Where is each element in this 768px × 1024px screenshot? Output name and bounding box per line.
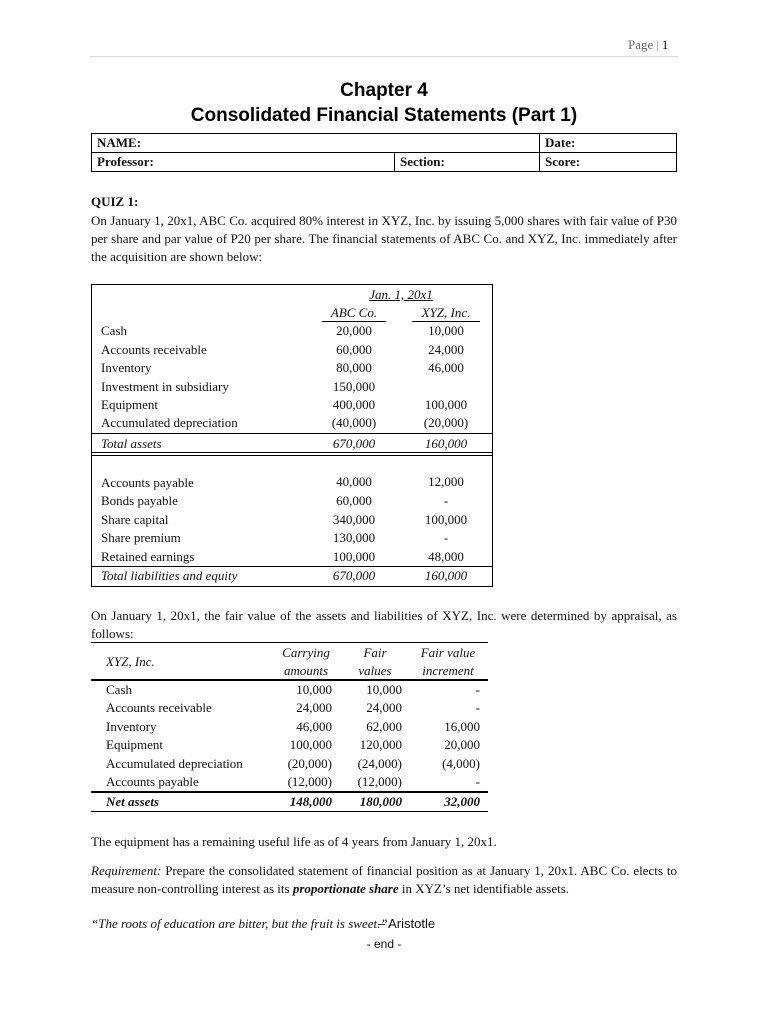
bs-abc-value: (40,000) [331,415,377,430]
bs-row-label: Accounts payable [101,475,194,490]
requirement [91,862,677,898]
bs-rule [92,455,492,456]
section-field[interactable]: Section: [395,153,540,172]
fv-increment: - [475,682,480,697]
bs-xyz-value: 46,000 [428,360,464,375]
bs-rule [92,566,492,567]
bs-abc-value: 400,000 [332,397,376,412]
fv-row-label: Accounts payable [106,774,199,789]
fv-header-increment: increment [422,663,474,678]
fv-fair: 10,000 [366,682,402,697]
fv-rule [91,811,488,812]
equipment-note: The equipment has a remaining useful life as of 4 years from January 1, 20x1. [91,834,497,849]
student-info-table [91,133,677,172]
bs-xyz-value: 100,000 [424,512,468,527]
bs-date-header: Jan. 1, 20x1 [369,287,433,302]
fv-rule [91,791,488,793]
bs-row-label: Bonds payable [101,493,178,508]
bs-row-label: Cash [101,323,127,338]
bs-row-label: Share capital [101,512,169,527]
bs-abc-value: 60,000 [336,342,372,357]
fv-header-increment: Fair value [420,645,476,660]
bs-xyz-value: 24,000 [428,342,464,357]
bs-rule [92,433,492,434]
requirement-label: Requirement: [91,863,162,878]
requirement-emphasis: proportionate share [292,881,399,896]
bs-abc-value: 40,000 [336,474,372,489]
fv-total-label: Net assets [106,794,160,809]
bs-row-label: Accumulated depreciation [101,415,238,430]
fv-row-label: Inventory [106,719,157,734]
bs-rule [92,452,492,453]
quote-author: – Aristotle [378,916,436,931]
bs-col-xyz: XYZ, Inc. [421,305,471,320]
bs-row-label: Share premium [101,530,181,545]
fv-fair: (24,000) [357,756,402,771]
bs-xyz-value: - [443,493,449,508]
bs-total-assets-label: Total assets [101,436,162,451]
chapter-subtitle: Consolidated Financial Statements (Part 1) [190,105,578,126]
fv-entity-header: XYZ, Inc. [106,654,155,669]
bs-rule [322,321,386,322]
bs-total-le-abc: 670,000 [332,568,376,583]
date-field[interactable]: Date: [540,134,677,153]
end-marker: - end - [366,937,402,951]
bs-total-le-xyz: 160,000 [424,568,468,583]
fv-fair: 120,000 [359,737,402,752]
bs-abc-value: 100,000 [332,549,376,564]
bs-xyz-value: 12,000 [428,474,464,489]
bs-row-label: Accounts receivable [101,342,207,357]
bs-total-le-label: Total liabilities and equity [101,568,238,583]
fv-carrying: (20,000) [287,756,332,771]
bs-abc-value: 80,000 [336,360,372,375]
quiz-label: QUIZ 1: [91,194,139,209]
fv-total-increment: 32,000 [444,794,480,809]
chapter-title: Chapter 4 [340,80,428,101]
quote-text: “The roots of education are bitter, but the fruit is sweet.” [91,916,388,931]
fv-row-label: Cash [106,682,132,697]
score-field[interactable]: Score: [540,153,677,172]
fv-header-carrying: Carrying [282,645,330,660]
fv-increment: 20,000 [444,737,480,752]
fv-fair: 24,000 [366,700,402,715]
bs-total-assets-abc: 670,000 [332,436,376,451]
fv-carrying: 24,000 [296,700,332,715]
bs-rule [412,321,480,322]
fv-increment: 16,000 [444,719,480,734]
fv-total-carrying: 148,000 [289,794,332,809]
fv-carrying: 10,000 [296,682,332,697]
bs-xyz-value: 48,000 [428,549,464,564]
fair-value-intro: On January 1, 20x1, the fair value of the assets and liabilities of XYZ, Inc. were determined by appraisal, as follows: [91,608,677,641]
bs-abc-value: 340,000 [332,512,376,527]
fv-rule [91,642,488,643]
bs-row-label: Equipment [101,397,159,412]
fv-increment: (4,000) [442,756,480,771]
bs-abc-value: 20,000 [336,323,372,338]
bs-abc-value: 150,000 [332,379,376,394]
name-field[interactable]: NAME: [92,134,540,153]
fv-row-label: Equipment [106,737,164,752]
bs-row-label: Retained earnings [101,549,195,564]
fv-fair: 62,000 [366,719,402,734]
requirement-text-end: in XYZ’s net identifiable assets. [398,881,570,896]
fv-carrying: 100,000 [289,737,332,752]
fv-header-fair: Fair [363,645,387,660]
bs-xyz-value: (20,000) [423,415,469,430]
fv-carrying: (12,000) [287,774,332,789]
professor-field[interactable]: Professor: [92,153,395,172]
fv-increment: - [475,700,480,715]
fv-header-carrying: amounts [283,663,329,678]
fv-fair: (12,000) [357,774,402,789]
fv-row-label: Accumulated depreciation [106,756,243,771]
fv-carrying: 46,000 [296,719,332,734]
fv-increment: - [475,774,480,789]
bs-col-abc: ABC Co. [330,305,378,320]
fv-row-label: Accounts receivable [106,700,212,715]
bs-xyz-value: 100,000 [424,397,468,412]
page-number: Page | 1 [628,37,669,52]
header-rule [90,56,678,57]
bs-total-assets-xyz: 160,000 [424,436,468,451]
bs-xyz-value: 10,000 [428,323,464,338]
requirement-text: Prepare the consolidated statement of financial position as at January 1, 20x1. ABC Co. elects to measure non-controlling interest as its [91,863,677,896]
quiz-intro: On January 1, 20x1, ABC Co. acquired 80% interest in XYZ, Inc. by issuing 5,000 shares with fair value of P30 per share and par value of P20 per share. The financial statements of ABC Co. and XYZ, Inc. immediately after the acquisition are shown below: [91,213,677,264]
fv-rule [91,679,488,681]
bs-xyz-value: - [443,530,449,545]
bs-row-label: Investment in subsidiary [101,379,229,394]
fv-total-fair: 180,000 [359,794,402,809]
bs-abc-value: 60,000 [336,493,372,508]
bs-abc-value: 130,000 [332,530,376,545]
bs-row-label: Inventory [101,360,152,375]
fv-header-fair: values [358,663,392,678]
